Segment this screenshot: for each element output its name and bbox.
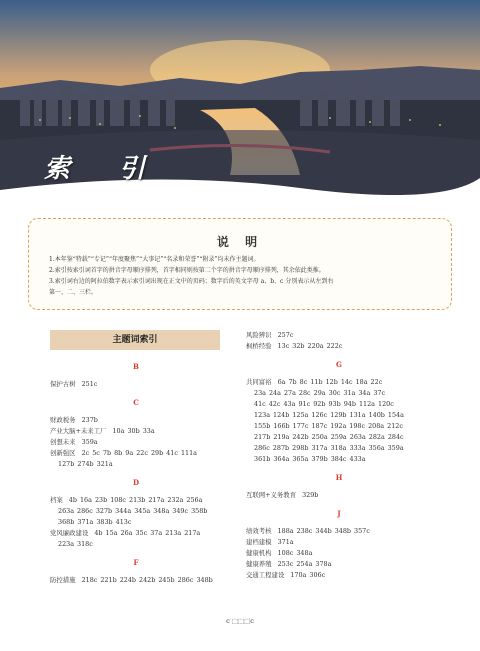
index-pages: 155b 166b 177c 187c 192a 198c 208a 212c (254, 422, 403, 430)
index-entry (50, 379, 222, 390)
index-entry (246, 526, 432, 537)
letter-heading-d: D (132, 478, 140, 487)
index-pages: 2c 5c 7b 8b 9a 22c 29b 41c 111a (81, 449, 197, 457)
index-pages: 218c 221b 224b 242b 245b 286c 348b (81, 576, 213, 584)
index-term: 健康养殖 (246, 560, 272, 568)
index-pages: 170a 306c (290, 571, 326, 579)
index-term: 保护古树 (50, 380, 76, 388)
index-entry (50, 575, 222, 586)
index-term: 交通工程建设 (246, 571, 285, 579)
index-pages: 251c (81, 380, 98, 388)
index-entry-continuation (50, 517, 222, 528)
index-entry (50, 448, 222, 459)
letter-heading-b: B (133, 362, 139, 371)
index-entry (50, 437, 222, 448)
index-left-column (50, 330, 222, 586)
letter-heading-f: F (133, 558, 139, 567)
index-pages: 263a 286c 327b 344a 345a 348a 349c 358b (58, 507, 208, 515)
index-term: 创新强区 (50, 449, 76, 457)
explanation-title: 说 明 (216, 235, 264, 249)
index-pages: 253c 254a 378a (277, 560, 332, 568)
index-entry-continuation (246, 410, 432, 421)
index-term: 产业大脑+未来工厂 (50, 427, 107, 435)
index-pages: 127b 274b 321a (58, 460, 113, 468)
index-pages: 4b 16a 23b 108c 213b 217a 232a 256a (68, 496, 203, 504)
index-term: 风险辨识 (246, 331, 272, 339)
index-entry (50, 426, 222, 437)
index-term: 健康机构 (246, 549, 272, 557)
index-entry (246, 341, 432, 352)
index-pages: 13c 32b 220a 222c (277, 342, 343, 350)
index-entry-continuation (246, 432, 432, 443)
explanation-box (28, 218, 452, 310)
index-term: 党风廉政建设 (50, 529, 89, 537)
letter-heading-h: H (335, 473, 343, 482)
index-term: 绩效考核 (246, 527, 272, 535)
page-title: 索 引 (44, 154, 166, 184)
explanation-line: 第一、二、三栏。 (49, 289, 98, 296)
index-entry (246, 537, 432, 548)
index-entry (50, 415, 222, 426)
index-pages: 188a 238c 344b 348b 357c (277, 527, 370, 535)
index-term: 财政税务 (50, 416, 76, 424)
index-pages: 6a 7b 8c 11b 12b 14c 18a 22c (277, 378, 383, 386)
index-pages: 108c 348a (277, 549, 313, 557)
index-pages: 217b 219a 242b 250a 259a 263a 282a 284c (254, 433, 404, 441)
index-pages: 329b (302, 491, 319, 499)
index-entry-continuation (50, 539, 222, 550)
index-pages: 361b 364a 365a 379b 384c 433a (254, 455, 366, 463)
index-pages: 4b 15a 26a 35c 37a 213a 217a (94, 529, 201, 537)
index-entry (50, 495, 222, 506)
subject-index-header: 主题词索引 (50, 330, 220, 350)
index-term: 防控措施 (50, 576, 76, 584)
index-entry-continuation (50, 506, 222, 517)
index-entry-continuation (246, 443, 432, 454)
index-pages: 41c 42c 43a 91c 92b 93b 94b 112a 120c (254, 400, 394, 408)
letter-heading-c: C (133, 398, 139, 407)
index-term: 创想未来 (50, 438, 76, 446)
index-pages: 237b (81, 416, 98, 424)
index-pages: 257c (277, 331, 294, 339)
index-entry-continuation (246, 421, 432, 432)
index-term: 档案 (50, 496, 63, 504)
index-entry (246, 548, 432, 559)
index-pages: 10a 30b 33a (112, 427, 155, 435)
index-entry (246, 570, 432, 581)
page-footer: c ⬚⬚⬚c (226, 617, 254, 625)
index-pages: 23a 24a 27a 28c 29a 30c 31a 34a 37c (254, 389, 386, 397)
index-pages: 371a (277, 538, 294, 546)
index-entry (246, 330, 432, 341)
index-pages: 123a 124b 125a 126c 129b 131a 140b 154a (254, 411, 404, 419)
letter-heading-j: J (337, 509, 341, 518)
explanation-line: 2.索引按索引词首字的拼音字母顺序排列，首字相同则按第二个字的拼音字母顺序排列，其余依此类推。 (49, 267, 325, 274)
index-term: 建档建模 (246, 538, 272, 546)
index-pages: 286c 287b 298b 317a 318a 333a 356a 359a (254, 444, 404, 452)
index-term: 枫桥经验 (246, 342, 272, 350)
letter-heading-g: G (336, 360, 342, 369)
index-entry (246, 490, 432, 501)
index-entry-continuation (246, 399, 432, 410)
index-term: 共同富裕 (246, 378, 272, 386)
index-entry (246, 377, 432, 388)
index-entry-continuation (246, 454, 432, 465)
index-pages: 359a (81, 438, 98, 446)
explanation-lines (29, 250, 451, 298)
index-entry-continuation (246, 388, 432, 399)
explanation-line: 3.索引词右边的阿拉伯数字表示索引词出现在正文中的页码；数字后的英文字母 a、b、c 分别表示从左到右 (49, 278, 334, 285)
index-right-column (246, 330, 432, 581)
index-entry (50, 528, 222, 539)
index-term: 互联网+义务教育 (246, 491, 297, 499)
index-entry (246, 559, 432, 570)
index-pages: 368b 371a 383b 413c (58, 518, 132, 526)
index-pages: 223a 318c (58, 540, 93, 548)
explanation-line: 1.本年鉴“特载”“专记”“年度聚焦”“大事记”“名录和荣誉”“附录”均未作主题词。 (49, 256, 260, 263)
index-entry-continuation (50, 459, 222, 470)
